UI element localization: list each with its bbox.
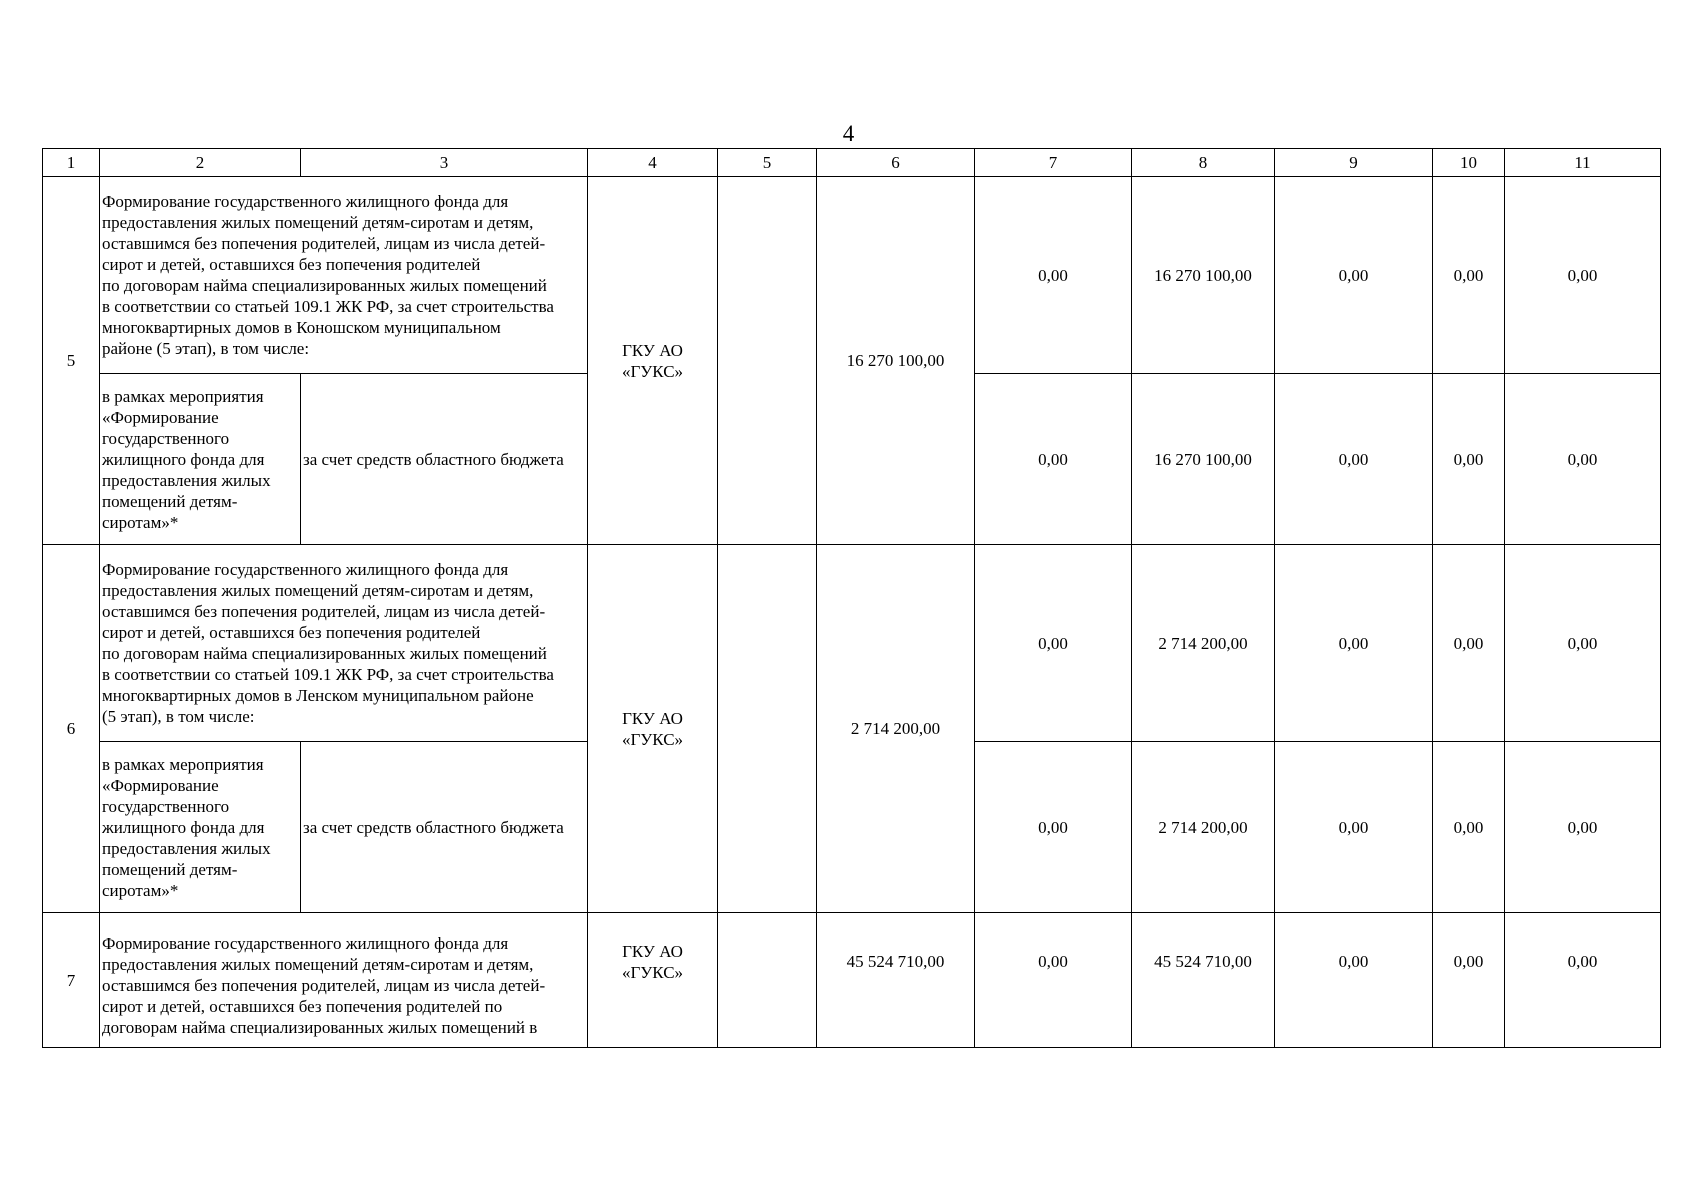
title-line: районе (5 этап), в том числе: xyxy=(102,339,310,358)
title-line: оставшимся без попечения родителей, лицам из числа детей- xyxy=(102,234,546,253)
title-line: сирот и детей, оставшихся без попечения родителей xyxy=(102,255,481,274)
empty-cell xyxy=(718,913,817,1048)
title-line: (5 этап), в том числе: xyxy=(102,707,255,726)
col-header-4: 4 xyxy=(588,149,718,177)
event-description: в рамках мероприятия «Формирование государственного жилищного фонда для предоставления жилых помещений детям- сиротам»* xyxy=(100,742,301,913)
value-cell: 0,00 xyxy=(975,913,1132,1048)
value-cell: 0,00 xyxy=(1275,374,1433,545)
value-cell: 0,00 xyxy=(1505,913,1661,1048)
value-cell: 0,00 xyxy=(1505,545,1661,742)
value-cell: 0,00 xyxy=(1433,742,1505,913)
value-cell: 0,00 xyxy=(1275,177,1433,374)
value-cell: 0,00 xyxy=(975,742,1132,913)
row-number: 7 xyxy=(43,913,100,1048)
row-number: 5 xyxy=(43,177,100,545)
value-cell: 16 270 100,00 xyxy=(1132,177,1275,374)
event-description: в рамках мероприятия «Формирование государственного жилищного фонда для предоставления жилых помещений детям- сиротам»* xyxy=(100,374,301,545)
col-header-9: 9 xyxy=(1275,149,1433,177)
value-cell: 45 524 710,00 xyxy=(1132,913,1275,1048)
title-line: в соответствии со статьей 109.1 ЖК РФ, за счет строительства xyxy=(102,665,554,684)
col-header-7: 7 xyxy=(975,149,1132,177)
title-line: договорам найма специализированных жилых помещений в xyxy=(102,1018,538,1037)
total-amount: 45 524 710,00 xyxy=(817,913,975,1048)
col-header-5: 5 xyxy=(718,149,817,177)
budget-table xyxy=(42,148,1661,1048)
title-line: многоквартирных домов в Коношском муниципальном xyxy=(102,318,501,337)
value-cell: 0,00 xyxy=(1433,545,1505,742)
col-header-3: 3 xyxy=(301,149,588,177)
title-line: Формирование государственного жилищного фонда для xyxy=(102,560,509,579)
title-line: сирот и детей, оставшихся без попечения родителей xyxy=(102,623,481,642)
title-line: сирот и детей, оставшихся без попечения родителей по xyxy=(102,997,503,1016)
row-title xyxy=(100,913,588,1048)
table-row xyxy=(43,545,1661,742)
value-cell: 16 270 100,00 xyxy=(1132,374,1275,545)
col-header-1: 1 xyxy=(43,149,100,177)
funding-source: за счет средств областного бюджета xyxy=(301,374,588,545)
total-amount: 2 714 200,00 xyxy=(817,545,975,913)
row-title xyxy=(100,177,588,374)
title-line: оставшимся без попечения родителей, лицам из числа детей- xyxy=(102,602,546,621)
executor: ГКУ АО «ГУКС» xyxy=(588,545,718,913)
value-cell: 0,00 xyxy=(1505,374,1661,545)
value-cell: 0,00 xyxy=(975,374,1132,545)
title-line: Формирование государственного жилищного фонда для xyxy=(102,934,509,953)
executor: ГКУ АО «ГУКС» xyxy=(588,177,718,545)
title-line: многоквартирных домов в Ленском муниципальном районе xyxy=(102,686,534,705)
col-header-2: 2 xyxy=(100,149,301,177)
value-cell: 0,00 xyxy=(1505,742,1661,913)
empty-cell xyxy=(718,545,817,913)
column-number-row xyxy=(43,149,1661,177)
col-header-11: 11 xyxy=(1505,149,1661,177)
value-cell: 0,00 xyxy=(1433,177,1505,374)
value-cell: 0,00 xyxy=(1275,545,1433,742)
title-line: Формирование государственного жилищного фонда для xyxy=(102,192,509,211)
value-cell: 0,00 xyxy=(975,177,1132,374)
value-cell: 0,00 xyxy=(1505,177,1661,374)
value-cell: 2 714 200,00 xyxy=(1132,742,1275,913)
title-line: предоставления жилых помещений детям-сиротам и детям, xyxy=(102,955,534,974)
title-line: по договорам найма специализированных жилых помещений xyxy=(102,276,547,295)
funding-source: за счет средств областного бюджета xyxy=(301,742,588,913)
title-line: в соответствии со статьей 109.1 ЖК РФ, за счет строительства xyxy=(102,297,554,316)
row-number: 6 xyxy=(43,545,100,913)
total-amount: 16 270 100,00 xyxy=(817,177,975,545)
title-line: оставшимся без попечения родителей, лицам из числа детей- xyxy=(102,976,546,995)
value-cell: 0,00 xyxy=(1433,374,1505,545)
col-header-6: 6 xyxy=(817,149,975,177)
value-cell: 0,00 xyxy=(1275,913,1433,1048)
value-cell: 2 714 200,00 xyxy=(1132,545,1275,742)
title-line: предоставления жилых помещений детям-сиротам и детям, xyxy=(102,213,534,232)
page-number: 4 xyxy=(842,121,855,146)
col-header-8: 8 xyxy=(1132,149,1275,177)
executor: ГКУ АО «ГУКС» xyxy=(588,913,718,1048)
table-row xyxy=(43,177,1661,374)
empty-cell xyxy=(718,177,817,545)
col-header-10: 10 xyxy=(1433,149,1505,177)
value-cell: 0,00 xyxy=(975,545,1132,742)
value-cell: 0,00 xyxy=(1433,913,1505,1048)
table-row xyxy=(43,913,1661,1048)
title-line: предоставления жилых помещений детям-сиротам и детям, xyxy=(102,581,534,600)
title-line: по договорам найма специализированных жилых помещений xyxy=(102,644,547,663)
row-title xyxy=(100,545,588,742)
value-cell: 0,00 xyxy=(1275,742,1433,913)
